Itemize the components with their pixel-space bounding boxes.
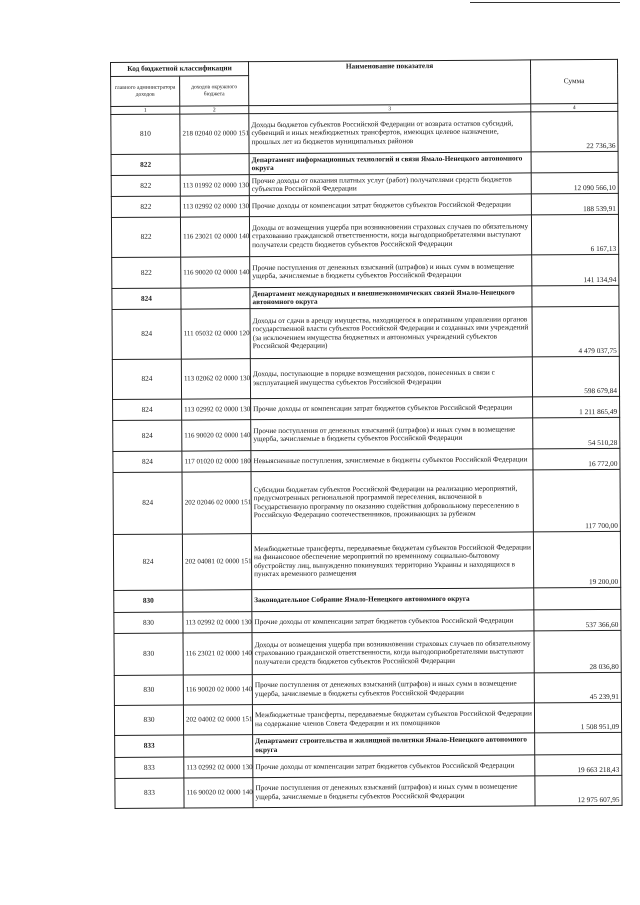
income-code: 113 02992 02 0000 130: [182, 399, 251, 420]
indicator-name: Прочие поступления от денежных взысканий (штрафов) и иных сумм в возмещение ущерба, зачисляемые в бюджеты субъектов Российской Федерации: [251, 418, 533, 451]
indicator-name: Невыясненные поступления, зачисляемые в бюджеты субъектов Российской Федерации: [251, 449, 533, 472]
top-rule: [470, 2, 620, 3]
column-number: 3: [249, 104, 531, 114]
admin-code: 830: [114, 612, 183, 633]
indicator-name: Прочие доходы от компенсации затрат бюджетов субъектов Российской Федерации: [253, 755, 535, 778]
indicator-name: Межбюджетные трансферты, передаваемые бюджетам субъектов Российской Федерации на финансовое обеспечение мероприятий по временному социально-бытовому обустройству лиц, вынужденно покинувших территорию Украины и находящихся в пунктах временного размещения: [251, 532, 533, 590]
amount: 28 036,80: [534, 630, 621, 673]
indicator-name: Доходы бюджетов субъектов Российской Федерации от возврата остатков субсидий, субвенций и иных межбюджетных трансфертов, имеющих целевое назначение, прошлых лет из бюджетов муниципальных районов: [249, 112, 531, 154]
amount: 117 700,00: [533, 469, 620, 532]
header-classification: Код бюджетной классификации: [111, 62, 249, 77]
amount: [535, 732, 622, 755]
indicator-name: Прочие поступления от денежных взысканий (штрафов) и иных сумм в возмещение ущерба, зачисляемые в бюджеты субъектов Российской Федерации: [252, 673, 534, 705]
income-code: [183, 590, 252, 612]
indicator-name: Субсидии бюджетам субъектов Российской Федерации на реализацию мероприятий, предусмотренных региональной программой переселения, включенной в Государственную программу по оказанию содействия добровольному переселению в Российскую Федерацию соотечественников, проживающих за рубежом: [251, 470, 533, 534]
header-name: Наименование показателя: [249, 60, 531, 106]
amount: 19 200,00: [533, 531, 620, 588]
admin-code: 824: [113, 472, 182, 534]
indicator-name: Прочие доходы от оказания платных услуг (работ) получателями средств бюджетов субъектов Российской Федерации: [249, 173, 531, 196]
income-code: 113 02992 02 0000 130: [184, 757, 253, 778]
income-code: 113 02992 02 0000 130: [183, 612, 252, 633]
amount: [531, 151, 618, 173]
amount: [532, 285, 619, 307]
amount: 1 508 951,09: [534, 702, 621, 733]
admin-code: 833: [115, 757, 184, 778]
table-row: [112, 254, 619, 288]
indicator-name: Прочие доходы от компенсации затрат бюджетов субъектов Российской Федерации: [249, 194, 531, 217]
table-row: [114, 702, 621, 735]
column-number: 1: [111, 106, 180, 114]
income-code: 218 02040 02 0000 151: [180, 114, 249, 154]
amount: 22 736,36: [531, 111, 618, 152]
table-row: [113, 531, 620, 590]
budget-table-page: [110, 59, 623, 809]
department-name: Департамент международных и внешнеэкономических связей Ямало-Ненецкого автономного округа: [250, 286, 532, 309]
department-name: Департамент строительства и жилищной политики Ямало-Ненецкого автономного округа: [253, 733, 535, 757]
income-code: 202 02046 02 0000 151: [182, 472, 251, 534]
income-code: 116 90020 02 0000 140: [183, 675, 252, 705]
amount: 12 090 566,10: [531, 172, 618, 194]
header-sum: Сумма: [530, 59, 617, 104]
admin-code: 824: [112, 288, 181, 309]
admin-code: 833: [115, 735, 184, 757]
income-code: [184, 735, 253, 757]
table-row: [111, 214, 618, 257]
header-admin: главного администратора доходов: [111, 76, 180, 106]
admin-code: 822: [111, 196, 180, 217]
indicator-name: Доходы от возмещения ущерба при возникновении страховых случаев по обязательному страхованию гражданской ответственности, когда выгодоприобретателями выступают получатели средств бюджетов субъектов Российской Федерации: [252, 631, 534, 675]
admin-code: 822: [112, 257, 181, 288]
amount: 54 510,28: [533, 417, 620, 449]
column-number: 2: [180, 106, 249, 114]
indicator-name: Доходы, поступающие в порядке возмещения расходов, понесенных в связи с эксплуатацией имущества субъектов Российской Федерации: [250, 357, 532, 399]
table-row: [115, 775, 622, 808]
department-name: Департамент информационных технологий и связи Ямало-Ненецкого автономного округа: [249, 152, 531, 175]
table-row: [114, 672, 621, 705]
amount: 6 167,13: [531, 214, 618, 255]
table-row: [113, 417, 620, 451]
admin-code: 824: [113, 451, 182, 472]
indicator-name: Межбюджетные трансферты, передаваемые бюджетам субъектов Российской Федерации на содержание членов Совета Федерации и их помощников: [252, 703, 534, 735]
table-row: [112, 356, 619, 399]
amount: 1 211 865,49: [533, 396, 620, 418]
amount: 4 479 037,75: [532, 306, 619, 357]
admin-code: 830: [114, 675, 183, 705]
amount: 45 239,91: [534, 672, 621, 703]
amount: 537 366,60: [534, 609, 621, 631]
admin-code: 822: [111, 154, 180, 175]
income-code: 117 01020 02 0000 180: [182, 451, 251, 472]
indicator-name: Прочие поступления от денежных взысканий (штрафов) и иных сумм в возмещение ущерба, зачисляемые в бюджеты субъектов Российской Федерации: [250, 255, 532, 288]
admin-code: 833: [115, 778, 184, 808]
table-row: [113, 469, 620, 534]
column-number: 4: [531, 103, 618, 112]
amount: [534, 587, 621, 610]
table-row: [111, 111, 618, 154]
budget-table: [110, 59, 623, 809]
amount: 16 772,00: [533, 448, 620, 470]
income-code: 113 01992 02 0000 130: [180, 175, 249, 196]
income-code: 111 05032 02 0000 120: [181, 309, 250, 359]
department-row: [114, 587, 621, 612]
income-code: 116 23021 02 0000 140: [180, 217, 249, 257]
amount: 12 975 607,95: [535, 775, 622, 806]
admin-code: 824: [113, 399, 182, 420]
income-code: [180, 154, 249, 175]
income-code: 202 04081 02 0000 151: [182, 534, 251, 590]
indicator-name: Прочие поступления от денежных взысканий (штрафов) и иных сумм в возмещение ущерба, зачисляемые в бюджеты субъектов Российской Федерации: [253, 776, 535, 808]
admin-code: 830: [114, 633, 183, 675]
table-row: [112, 306, 619, 359]
amount: 19 663 218,43: [535, 754, 622, 776]
income-code: 116 90020 02 0000 140: [181, 257, 250, 288]
admin-code: 810: [111, 114, 180, 154]
amount: 141 134,94: [532, 254, 619, 286]
admin-code: 824: [112, 359, 181, 399]
indicator-name: Доходы от сдачи в аренду имущества, находящегося в оперативном управлении органов государственной власти субъектов Российской Федерации и созданных ими учреждений (за исключением имущества бюджетных и автономных учреждений субъектов Российской Федерации): [250, 307, 532, 359]
indicator-name: Прочие доходы от компенсации затрат бюджетов субъектов Российской Федерации: [251, 397, 533, 420]
admin-code: 830: [114, 590, 183, 612]
income-code: 116 23021 02 0000 140: [183, 633, 252, 675]
table-row: [114, 630, 621, 675]
department-row: [115, 732, 622, 757]
admin-code: 824: [112, 309, 181, 359]
amount: 598 679,84: [532, 356, 619, 397]
income-code: 202 04002 02 0000 151: [183, 705, 252, 735]
income-code: [181, 288, 250, 309]
income-code: 113 02992 02 0000 130: [180, 196, 249, 217]
income-code: 116 90020 02 0000 140: [182, 420, 251, 451]
indicator-name: Доходы от возмещения ущерба при возникновении страховых случаев по обязательному страхованию гражданской ответственности, когда выгодоприобретателями выступают получатели средств бюджетов субъектов Российской Федерации: [249, 215, 531, 257]
amount: 188 539,91: [531, 193, 618, 215]
admin-code: 822: [111, 175, 180, 196]
admin-code: 830: [114, 705, 183, 735]
admin-code: 822: [111, 217, 180, 257]
department-name: Законодательное Собрание Ямало-Ненецкого автономного округа: [252, 588, 534, 612]
admin-code: 824: [113, 534, 182, 590]
indicator-name: Прочие доходы от компенсации затрат бюджетов субъектов Российской Федерации: [252, 610, 534, 633]
header-income: доходов окружного бюджета: [180, 76, 249, 106]
admin-code: 824: [113, 420, 182, 451]
income-code: 116 90020 02 0000 140: [184, 778, 253, 808]
income-code: 113 02062 02 0000 130: [181, 359, 250, 399]
